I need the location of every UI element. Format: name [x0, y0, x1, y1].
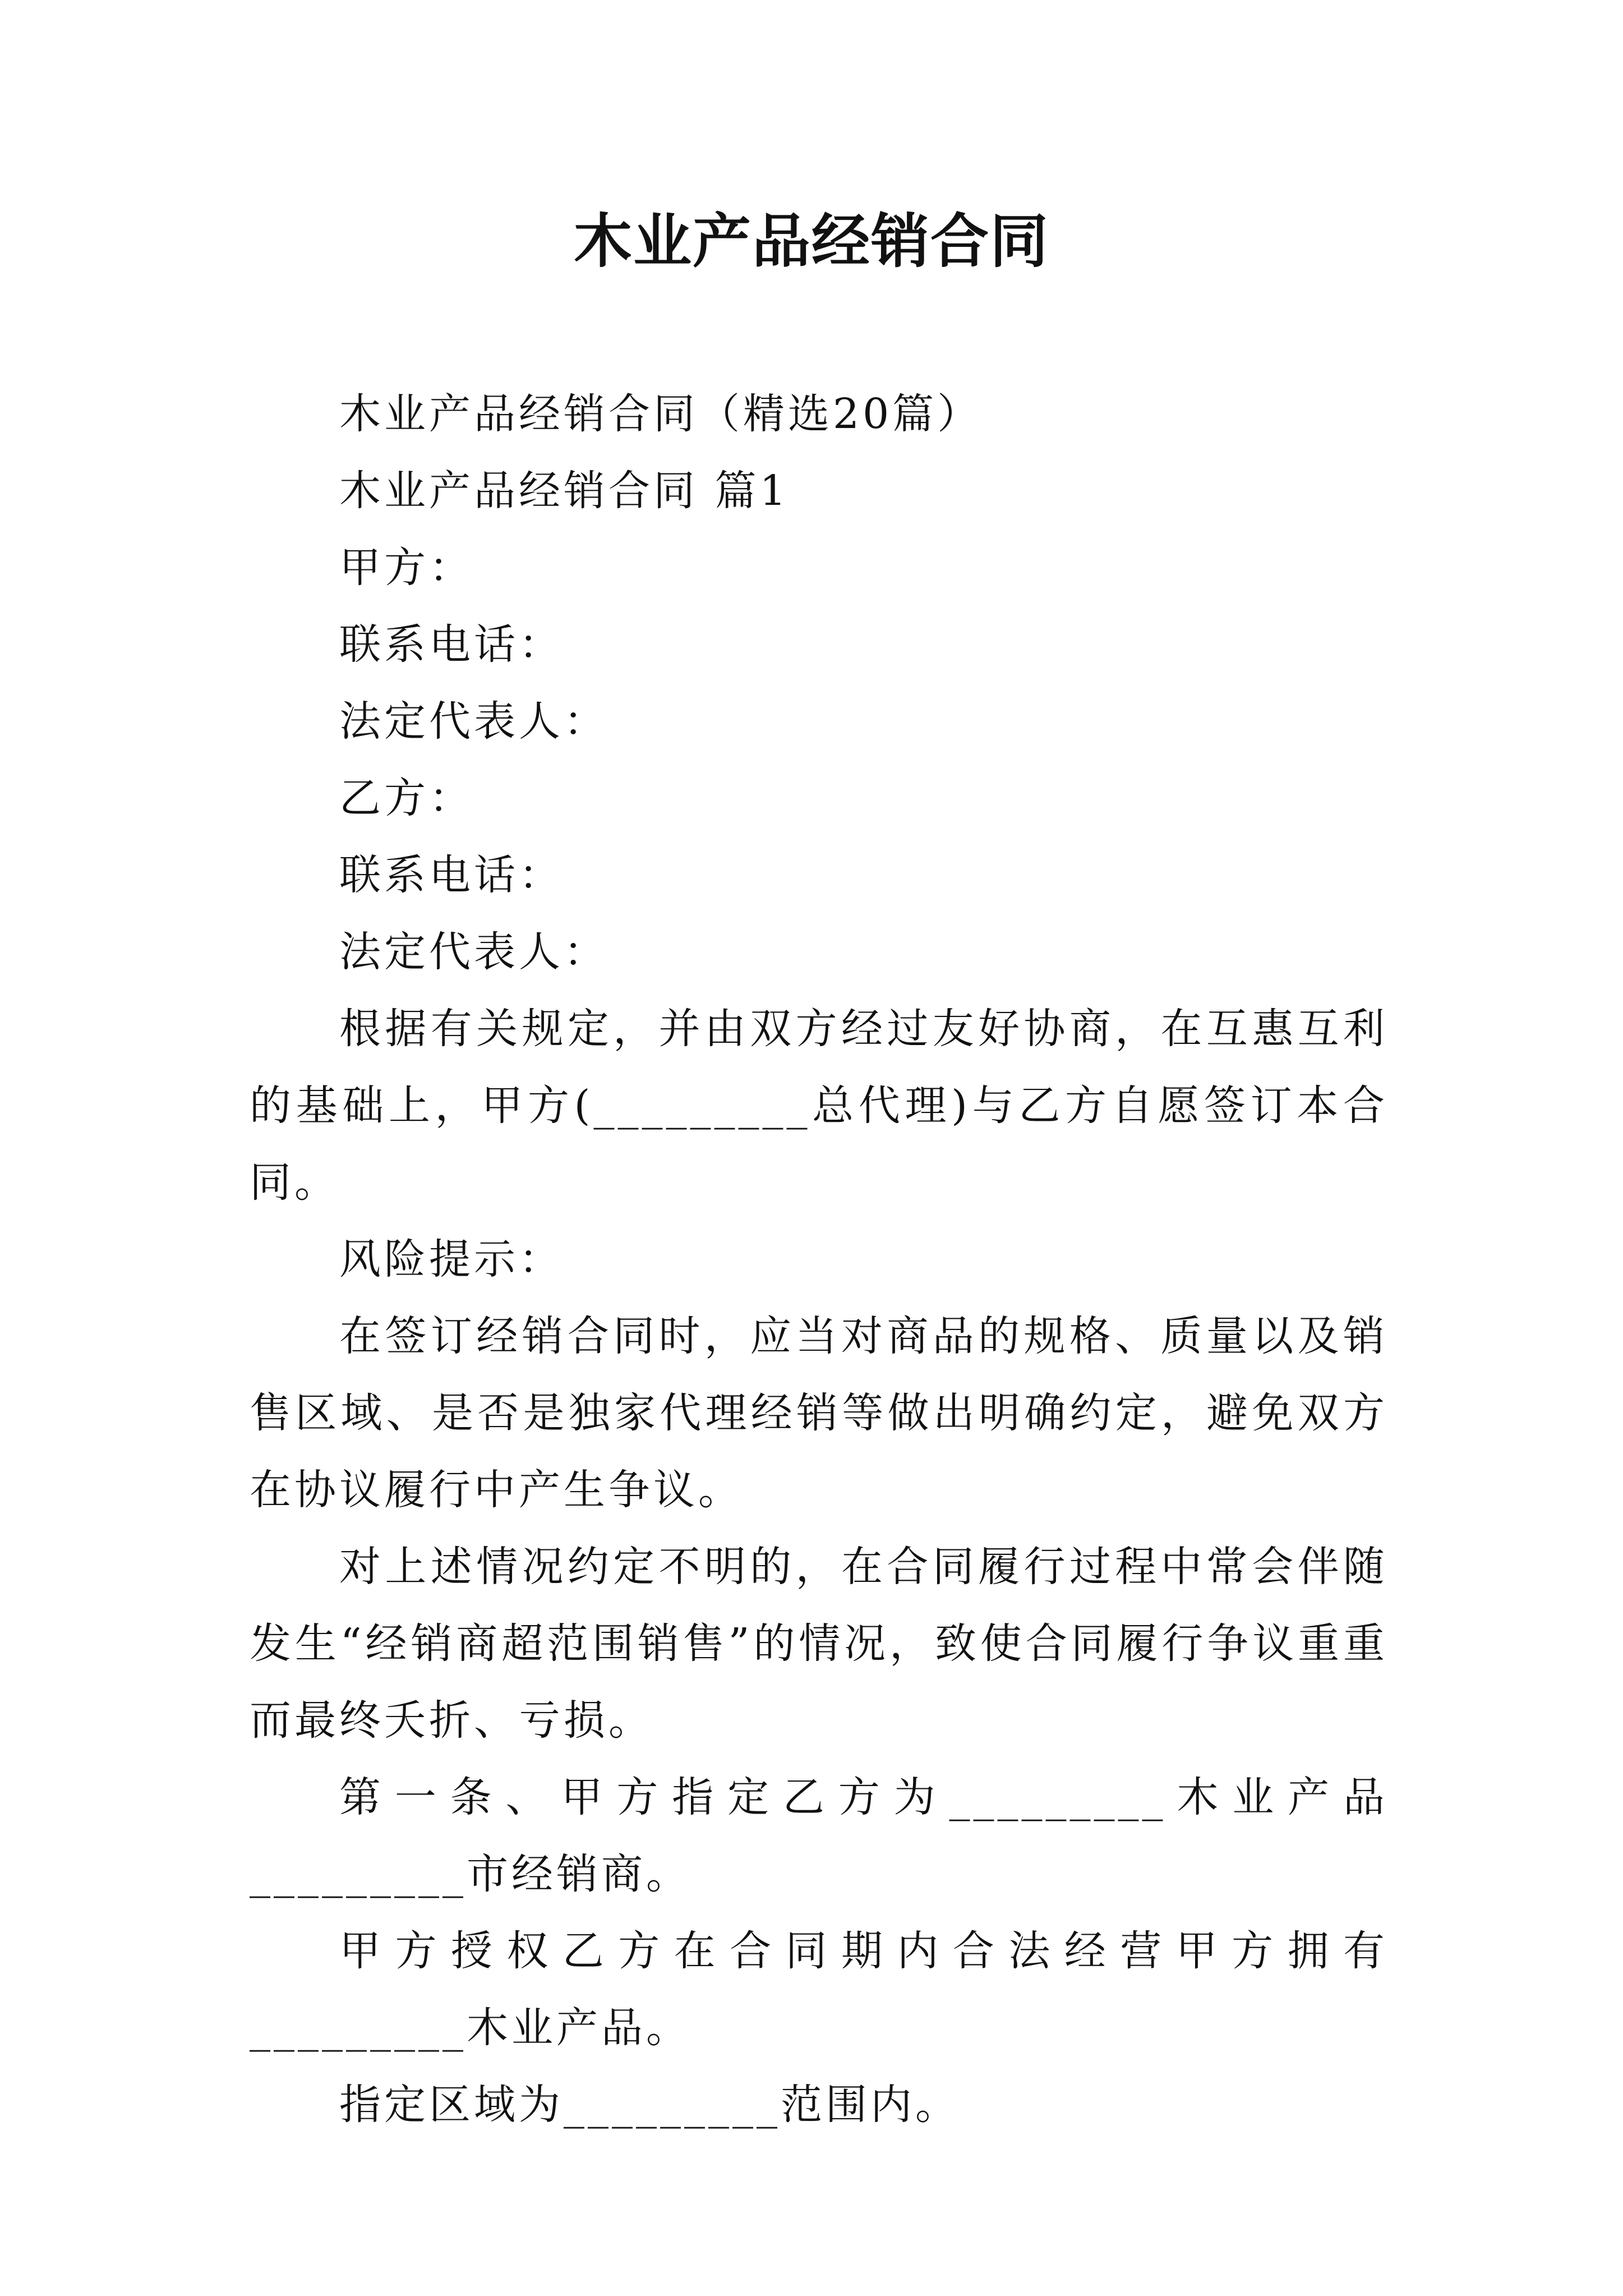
- paragraph-party-a: 甲方：: [339, 544, 474, 592]
- paragraph-risk-heading: 风险提示：: [339, 1235, 564, 1283]
- document-body: [250, 376, 1388, 2143]
- paragraph-party-b-phone: 联系电话：: [339, 851, 564, 899]
- paragraph-party-b-representative: 法定代表人：: [339, 928, 608, 976]
- paragraph-preamble: 根据有关规定，并由双方经过友好协商，在互惠互利的基础上，甲方(_________总代理)与乙方自愿签订本合同。: [250, 1005, 1388, 1207]
- paragraph-party-a-phone: 联系电话：: [339, 620, 564, 669]
- paragraph-authorization: 甲方授权乙方在合同期内合法经营甲方拥有_________木业产品。: [250, 1927, 1388, 2052]
- document-title: 木业产品经销合同: [573, 207, 1049, 275]
- paragraph-section-heading: 木业产品经销合同 篇1: [339, 467, 790, 515]
- paragraph-risk-text-2: 对上述情况约定不明的，在合同履行过程中常会伴随发生“经销商超范围销售”的情况，致使合同履行争议重重而最终夭折、亏损。: [250, 1543, 1388, 1745]
- paragraph-risk-text-1: 在签订经销合同时，应当对商品的规格、质量以及销售区域、是否是独家代理经销等做出明确约定，避免双方在协议履行中产生争议。: [250, 1312, 1388, 1514]
- paragraph-designated-area: 指定区域为_________范围内。: [339, 2081, 960, 2129]
- paragraph-party-a-representative: 法定代表人：: [339, 697, 608, 746]
- paragraph-article-1: 第一条、甲方指定乙方为_________木业产品_________市经销商。: [250, 1773, 1388, 1898]
- paragraph-subtitle: 木业产品经销合同（精选20篇）: [339, 390, 983, 438]
- paragraph-party-b: 乙方：: [339, 774, 474, 822]
